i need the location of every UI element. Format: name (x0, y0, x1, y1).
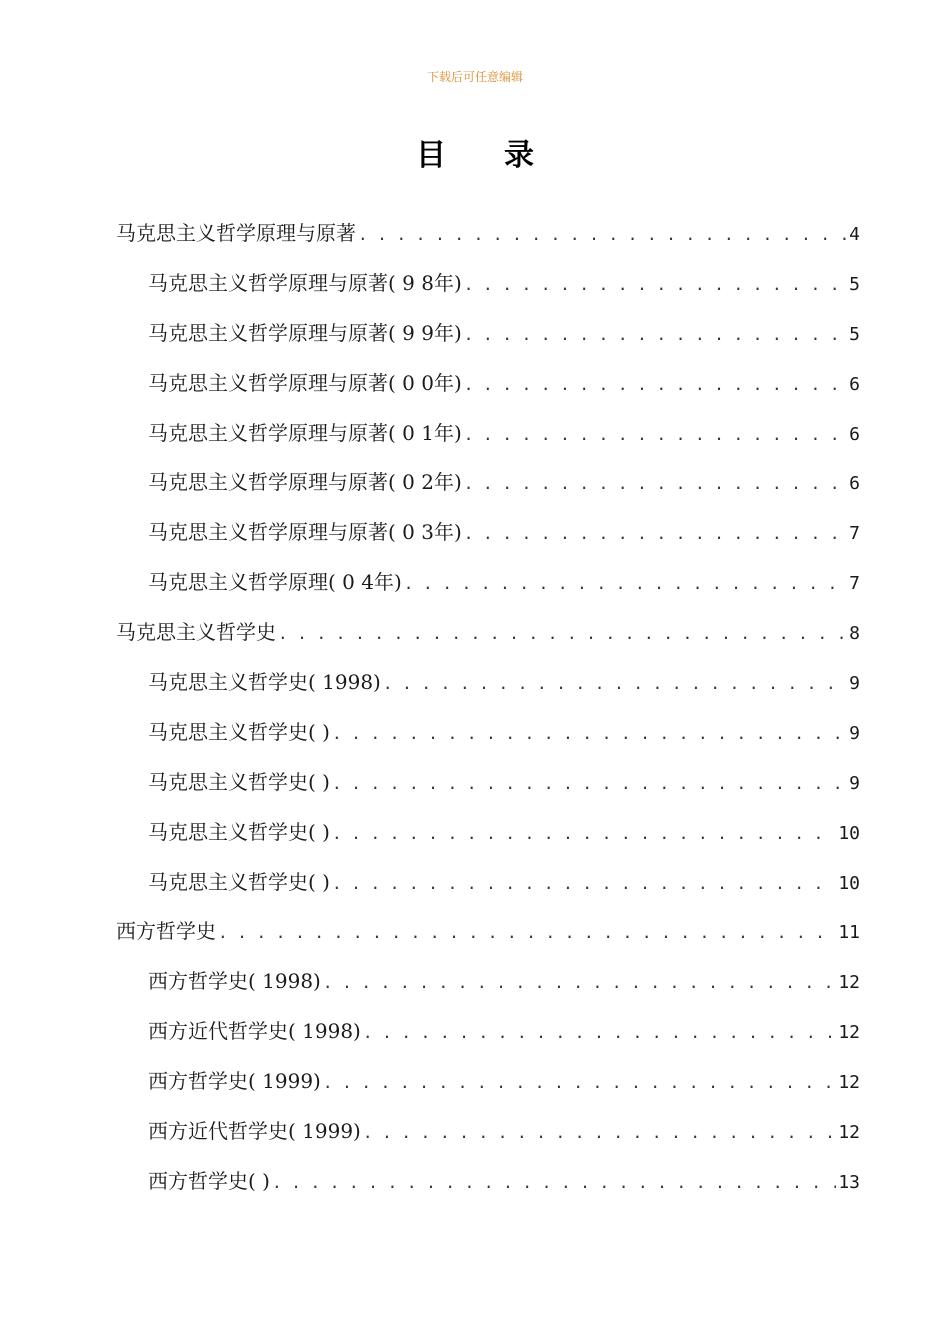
toc-page-number: 9 (849, 772, 860, 794)
toc-section-entry[interactable] (116, 1008, 860, 1058)
page-header-note: 下载后可任意编辑 (426, 70, 523, 84)
toc-entry-title: 马克思主义哲学原理( 0 4年) (148, 570, 402, 595)
toc-entry-title: 马克思主义哲学原理与原著 (116, 221, 356, 245)
toc-entry-title: 马克思主义哲学史( ) (148, 719, 330, 744)
toc-dot-leader (332, 861, 836, 907)
toc-page-number: 10 (838, 822, 860, 844)
toc-section-entry[interactable] (116, 360, 860, 410)
toc-entry-title: 西方哲学史( ) (148, 1168, 270, 1193)
toc-entry-title: 马克思主义哲学原理与原著( 0 2年) (148, 470, 462, 495)
toc-dot-leader (363, 1010, 836, 1056)
toc-entry-title: 马克思主义哲学原理与原著( 0 3年) (148, 520, 462, 545)
table-of-contents (116, 210, 860, 1208)
toc-entry-title: 马克思主义哲学原理与原著( 9 8年) (148, 270, 462, 295)
toc-page-number: 6 (849, 423, 860, 445)
toc-section-entry[interactable] (116, 559, 860, 609)
toc-dot-leader (404, 561, 847, 607)
toc-page-number: 7 (849, 523, 860, 545)
toc-entry-title: 西方哲学史 (116, 919, 216, 944)
toc-page-number: 12 (838, 1022, 860, 1044)
toc-section-entry[interactable] (116, 809, 860, 859)
toc-dot-leader (323, 960, 836, 1006)
toc-dot-leader (218, 910, 836, 956)
toc-dot-leader (332, 711, 847, 757)
toc-page-number: 10 (838, 872, 860, 894)
toc-entry-title: 西方哲学史( 1998) (148, 969, 321, 994)
toc-dot-leader (464, 412, 847, 458)
toc-dot-leader (383, 661, 847, 707)
toc-entry-title: 马克思主义哲学史( ) (148, 769, 330, 794)
toc-page-number: 4 (849, 224, 860, 245)
toc-entry-title: 马克思主义哲学史 (116, 620, 276, 645)
toc-page-number: 9 (849, 722, 860, 744)
toc-section-entry[interactable] (116, 958, 860, 1008)
toc-page-number: 5 (849, 323, 860, 345)
toc-section-entry[interactable] (116, 1058, 860, 1108)
toc-section-entry[interactable] (116, 859, 860, 909)
toc-chapter-entry[interactable] (116, 908, 860, 958)
toc-page-number: 11 (838, 922, 860, 944)
toc-section-entry[interactable] (116, 1158, 860, 1208)
toc-section-entry[interactable] (116, 410, 860, 460)
toc-dot-leader (323, 1060, 836, 1106)
toc-page-number: 9 (849, 673, 860, 695)
toc-page-number: 12 (838, 972, 860, 994)
toc-title: 目录 (416, 138, 592, 173)
toc-page-number: 8 (849, 623, 860, 645)
toc-dot-leader (464, 312, 847, 358)
toc-chapter-entry[interactable] (116, 609, 860, 659)
toc-entry-title: 马克思主义哲学原理与原著( 0 1年) (148, 420, 462, 445)
toc-dot-leader (363, 1110, 836, 1156)
toc-dot-leader (272, 1160, 836, 1206)
toc-entry-title: 马克思主义哲学原理与原著( 0 0年) (148, 370, 462, 395)
toc-dot-leader (464, 262, 847, 308)
toc-page-number: 12 (838, 1072, 860, 1094)
toc-page-number: 5 (849, 273, 860, 295)
toc-page-number: 13 (838, 1171, 860, 1193)
toc-dot-leader (332, 811, 836, 857)
toc-page-number: 6 (849, 473, 860, 495)
toc-dot-leader (358, 212, 847, 258)
toc-section-entry[interactable] (116, 509, 860, 559)
toc-entry-title: 马克思主义哲学史( 1998) (148, 670, 381, 695)
toc-entry-title: 西方近代哲学史( 1999) (148, 1119, 361, 1144)
toc-page-number: 12 (838, 1122, 860, 1144)
toc-section-entry[interactable] (116, 759, 860, 809)
toc-entry-title: 马克思主义哲学原理与原著( 9 9年) (148, 320, 462, 345)
toc-entry-title: 西方哲学史( 1999) (148, 1069, 321, 1094)
toc-section-entry[interactable] (116, 1108, 860, 1158)
toc-chapter-entry[interactable] (116, 210, 860, 260)
toc-entry-title: 马克思主义哲学史( ) (148, 819, 330, 844)
toc-page-number: 6 (849, 373, 860, 395)
toc-section-entry[interactable] (116, 459, 860, 509)
toc-dot-leader (278, 611, 847, 657)
toc-section-entry[interactable] (116, 659, 860, 709)
toc-page-number: 7 (849, 573, 860, 595)
toc-entry-title: 西方近代哲学史( 1998) (148, 1019, 361, 1044)
toc-section-entry[interactable] (116, 709, 860, 759)
toc-section-entry[interactable] (116, 260, 860, 310)
toc-section-entry[interactable] (116, 310, 860, 360)
toc-dot-leader (332, 761, 847, 807)
toc-dot-leader (464, 511, 847, 557)
toc-entry-title: 马克思主义哲学史( ) (148, 869, 330, 894)
toc-dot-leader (464, 362, 847, 408)
toc-dot-leader (464, 461, 847, 507)
